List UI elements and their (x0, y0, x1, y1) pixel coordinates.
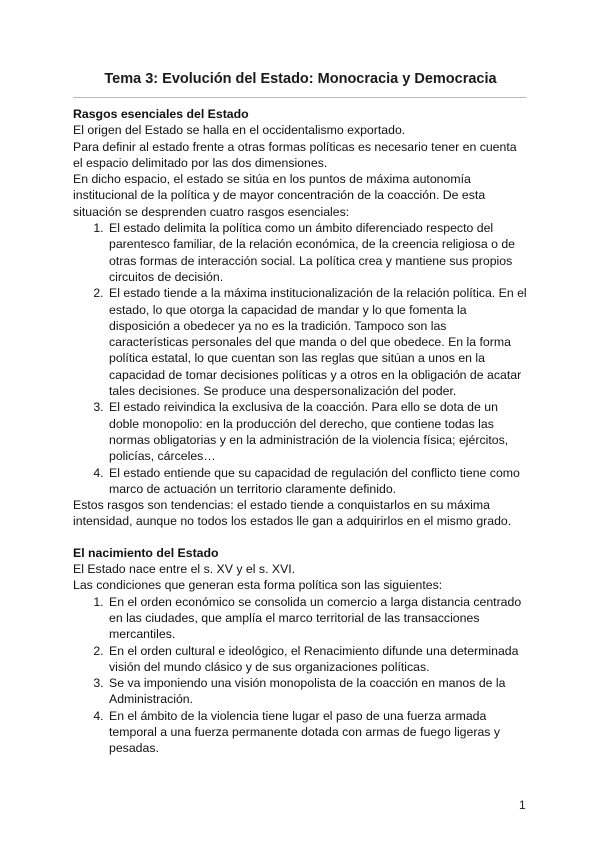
list-item: 2. El estado tiende a la máxima institucionalización de la relación política. En el estado, lo que otorga la capacidad de mandar y lo que fomenta la disposición a obedecer ya no es la tradición. Tampoco son las características personales del que manda o del que obedece. En la forma política estatal, lo que cuentan son las reglas que sitúan a unos en la capacidad de tomar decisiones políticas y a otros en la obligación de acatar tales decisiones. Se produce una despersonalización del poder. (107, 285, 528, 399)
document-body (73, 106, 528, 757)
list-item: 2. En el orden cultural e ideológico, el Renacimiento difunde una determinada visión del mundo clásico y de sus organizaciones políticas. (107, 643, 528, 676)
condiciones-list (73, 594, 528, 757)
paragraph: En dicho espacio, el estado se sitúa en los puntos de máxima autonomía institucional de la política y de mayor concentración de la coacción. De esta situación se desprenden cuatro rasgos esenciales: (73, 172, 486, 219)
paragraph: El Estado nace entre el s. XV y el s. XVI. (73, 562, 296, 577)
rasgos-list (73, 220, 528, 497)
paragraph: Estos rasgos son tendencias: el estado tiende a conquistarlos en su máxima intensidad, aunque no todos los estados lle gan a adquirirlos en el mismo grado. (73, 498, 512, 529)
document-title: Tema 3: Evolución del Estado: Monocracia y Democracia (104, 71, 497, 87)
list-item: 3. El estado reivindica la exclusiva de la coacción. Para ello se dota de un doble monopolio: en la producción del derecho, que contiene todas las normas obligatorias y en la administración de la violencia física; ejércitos, policías, cárceles… (107, 399, 528, 464)
list-item: 4. El estado entiende que su capacidad de regulación del conflicto tiene como marco de actuación un territorio claramente definido. (107, 465, 528, 498)
section-heading-rasgos: Rasgos esenciales del Estado (73, 107, 249, 121)
section-spacer (73, 530, 528, 545)
list-item: 1. En el orden económico se consolida un comercio a larga distancia centrado en las ciudades, que amplía el marco territorial de las transacciones mercantiles. (107, 594, 528, 643)
paragraph: El origen del Estado se halla en el occidentalismo exportado. (73, 123, 406, 138)
paragraph: Para definir al estado frente a otras formas políticas es necesario tener en cuenta el espacio delimitado por las dos dimensiones. (73, 139, 517, 170)
section-heading-nacimiento: El nacimiento del Estado (73, 545, 219, 560)
list-item: 4. En el ámbito de la violencia tiene lugar el paso de una fuerza armada temporal a una fuerza permanente dotada con armas de fuego ligeras y pesadas. (107, 708, 528, 757)
page-number: 1 (519, 798, 526, 812)
list-item: 1. El estado delimita la política como un ámbito diferenciado respecto del parentesco familiar, de la relación económica, de la creencia religiosa o de otras formas de interacción social. La política crea y mantiene sus propios circuitos de decisión. (107, 220, 528, 285)
list-item: 3. Se va imponiendo una visión monopolista de la coacción en manos de la Administración. (107, 675, 528, 708)
title-divider (73, 97, 526, 98)
paragraph: Las condiciones que generan esta forma política son las siguientes: (73, 578, 443, 593)
